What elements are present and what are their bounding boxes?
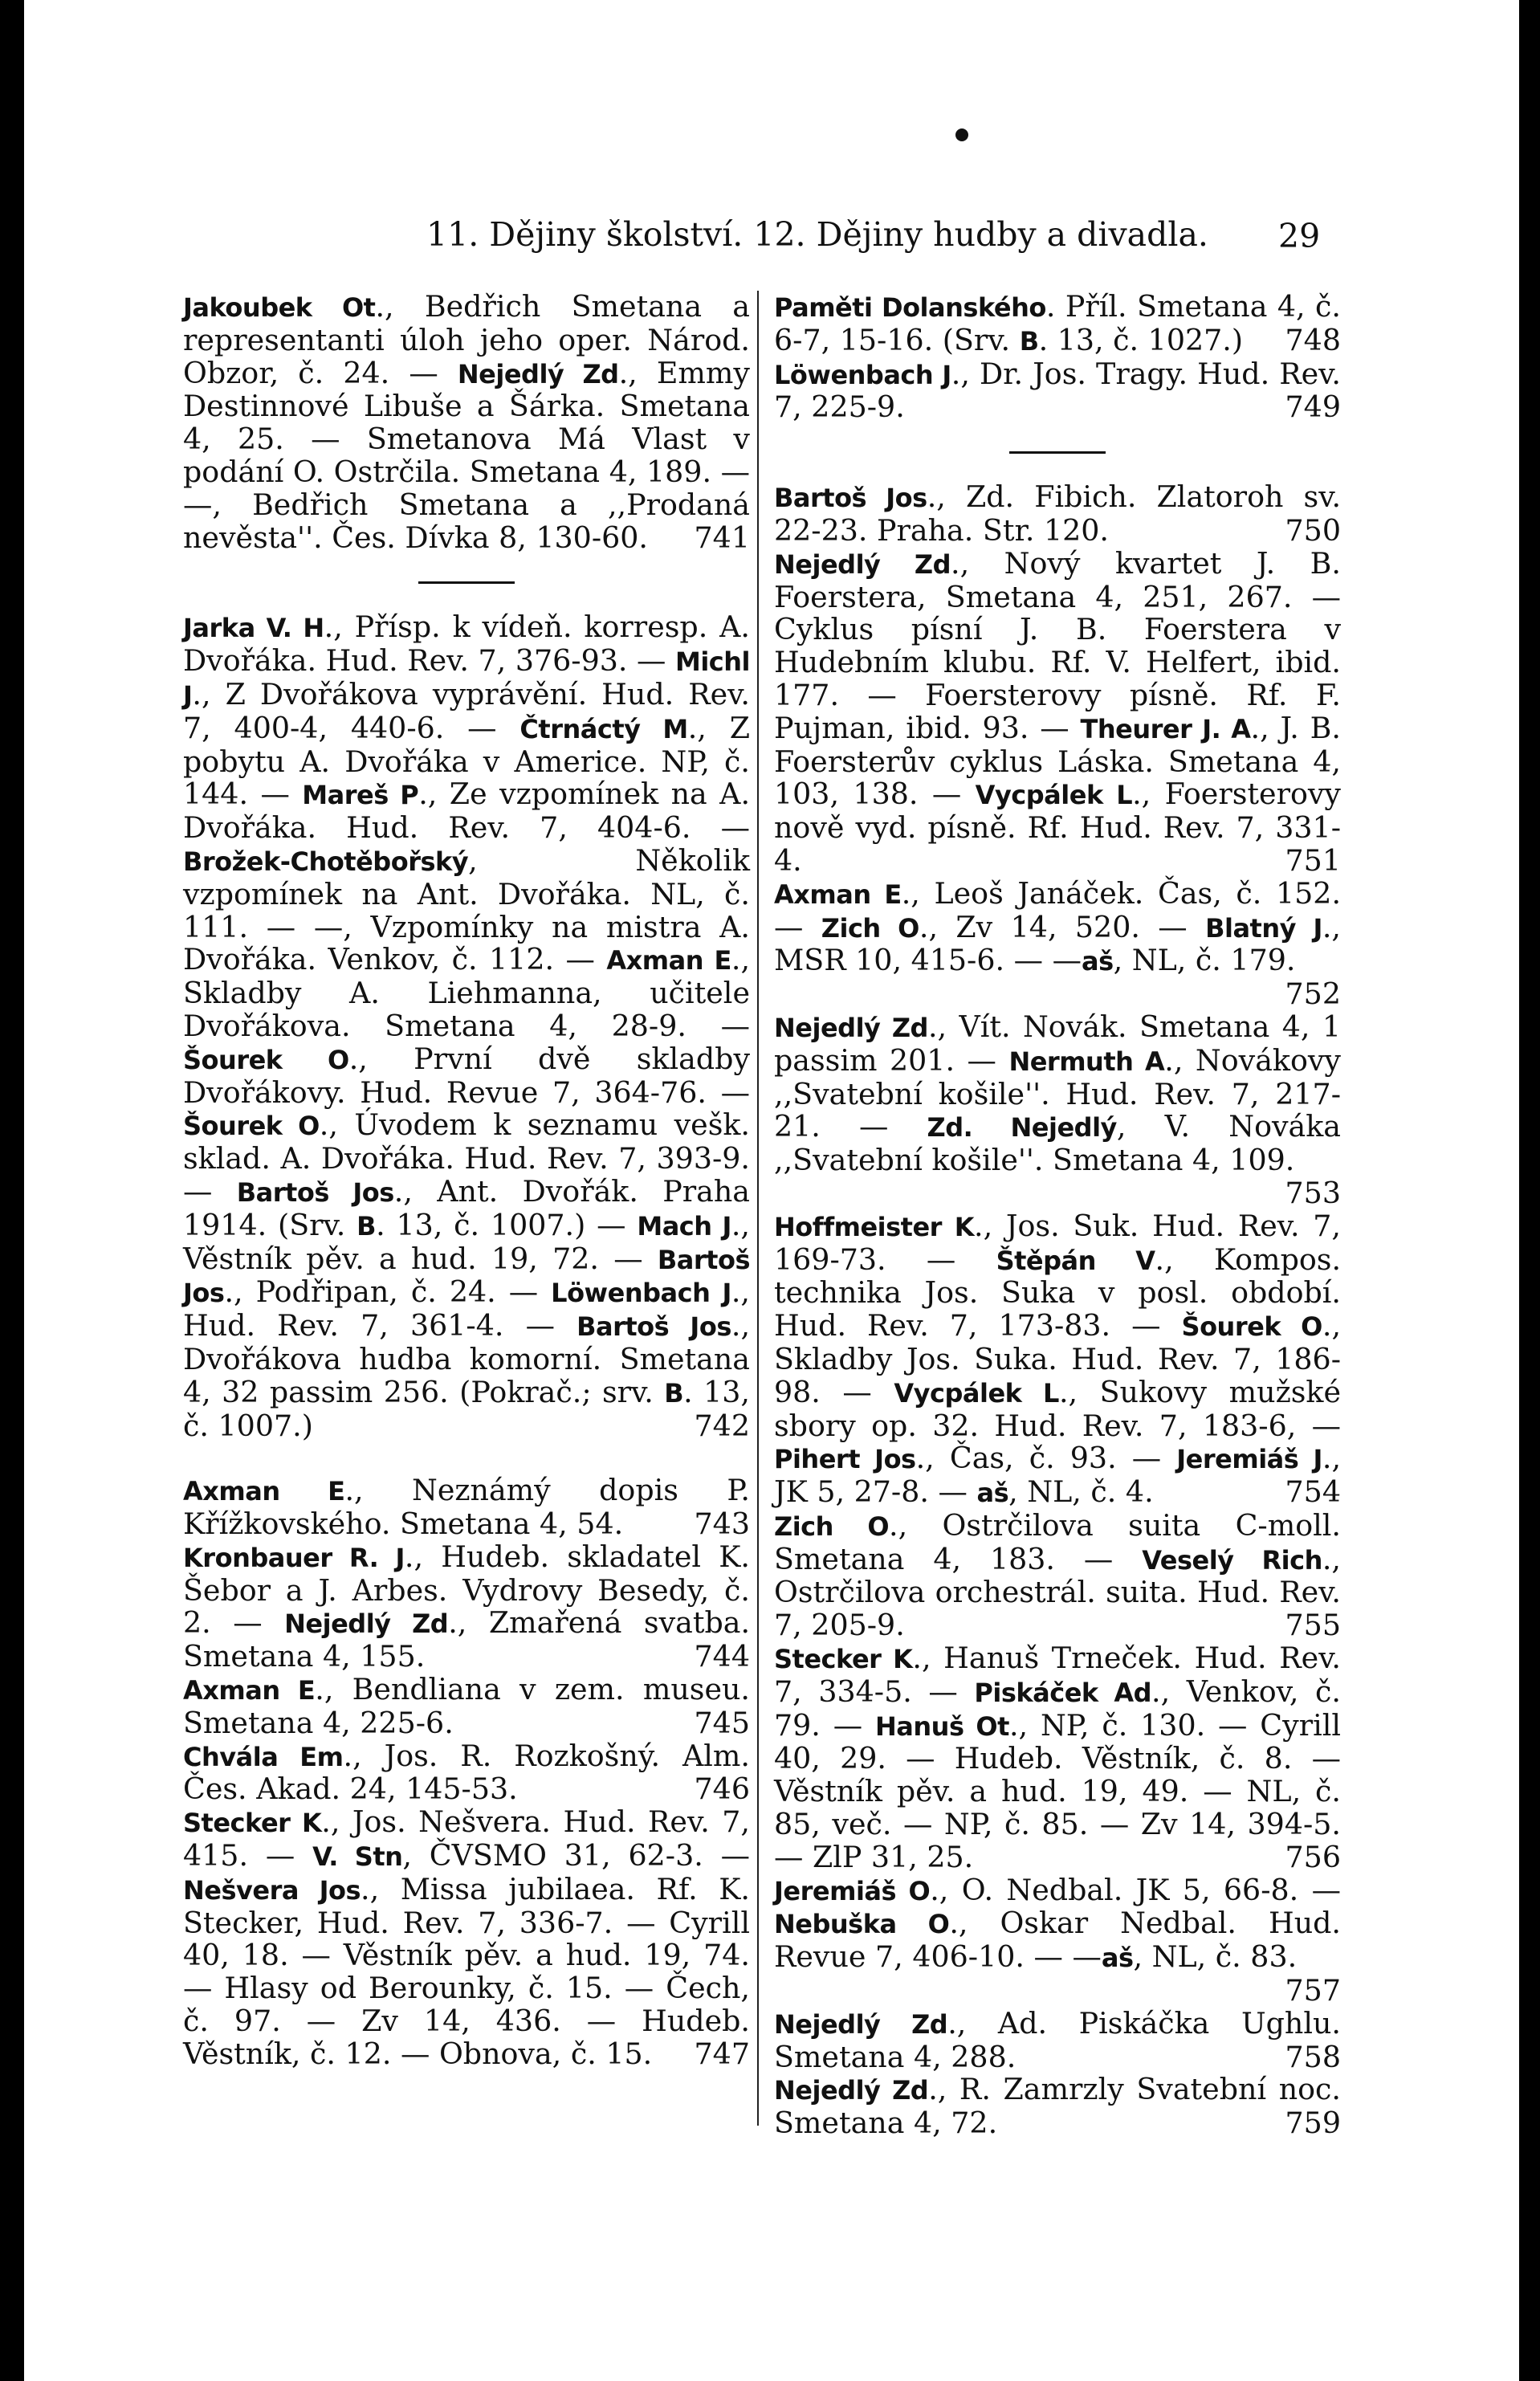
bibliography-entry: [183, 1674, 750, 1740]
entry-text: ., Dr. Jos. Tragy. Hud. Rev. 7, 225-9.: [774, 356, 1341, 425]
entry-text: ., Jos. Suk. Hud. Rev. 7, 169-73. —: [774, 1208, 1341, 1277]
bibliography-entry: [774, 545, 1341, 878]
bibliography-entry: [774, 481, 1341, 548]
entry-number: 751: [1285, 842, 1341, 878]
entry-text: ., Přísp. k vídeň. korresp. A. Dvořáka. Hud. Rev. 7, 376-93. —: [183, 610, 750, 679]
author-name: Zich O: [821, 912, 919, 944]
entry-text: ., Zd. Fibich. Zlatoroh sv. 22-23. Praha. Str. 120.: [774, 479, 1342, 548]
entry-number: 752: [1285, 976, 1341, 1012]
entry-text: ., Ad. Piskáčka Ughlu. Smetana 4, 288.: [774, 2005, 1342, 2074]
entry-number: 759: [1285, 2106, 1341, 2141]
bibliography-entry: [774, 1210, 1341, 1510]
entry-text: ., Kompos. technika Jos. Suka v posl. období. Hud. Rev. 7, 173-83. —: [774, 1241, 1342, 1343]
bibliography-entry: [183, 1740, 750, 1807]
author-name: Zich O: [774, 1511, 890, 1542]
entry-text: ., Čas, č. 93. —: [915, 1441, 1177, 1476]
author-name: Vycpálek L: [894, 1377, 1059, 1409]
author-name: Stecker K: [774, 1644, 913, 1675]
entry-text: ., Z pobytu A. Dvořáka v Americe. NP, č. 144. —: [183, 710, 750, 812]
entry-number: 749: [1285, 389, 1341, 425]
entry-text: , ČVSMO 31, 62-3. —: [402, 1838, 751, 1873]
author-name: Axman E: [183, 1476, 345, 1507]
author-name: Nebuška O: [774, 1909, 950, 1940]
entry-text: ., Bendliana v zem. museu. Smetana 4, 225-6.: [183, 1672, 750, 1740]
entry-number: 754: [1285, 1474, 1341, 1510]
author-name: V. Stn: [312, 1841, 403, 1873]
entry-text: ., Skladby A. Liehmanna, učitele Dvořákova. Smetana 4, 28-9. —: [183, 942, 751, 1043]
entry-number: 755: [1285, 1608, 1341, 1643]
section-gap: [183, 1442, 750, 1474]
entry-text: ., Ze vzpomínek na A. Dvořáka. Hud. Rev. 7, 404-6. —: [183, 777, 751, 846]
author-name: Mareš P: [302, 780, 419, 811]
author-name: Veselý Rich: [1142, 1544, 1322, 1576]
entry-text: ., Ostrčilova suita C-moll. Smetana 4, 183. —: [774, 1507, 1341, 1576]
author-name: Bartoš Jos: [236, 1176, 394, 1208]
entry-number: 744: [694, 1639, 750, 1674]
entry-text: ., Jos. R. Rozkošný. Alm. Čes. Akad. 24, 145-53.: [183, 1738, 751, 1807]
entry-number: 742: [694, 1408, 750, 1443]
entry-text: ., Venkov, č. 79. —: [774, 1674, 1341, 1743]
entry-text: . 13, č. 1007.) —: [376, 1207, 638, 1242]
author-name: Šourek O: [183, 1111, 320, 1142]
bibliography-entry: [774, 1874, 1341, 2008]
bibliography-entry: [183, 1541, 750, 1674]
author-name: Jeremiáš O: [774, 1875, 931, 1906]
entry-text: ., Hud. Rev. 7, 361-4. —: [183, 1274, 750, 1343]
author-name: Jarka V. H: [183, 613, 324, 644]
page-number: 29: [1278, 217, 1321, 255]
entry-text: ., MSR 10, 415-6. — —: [774, 909, 1341, 978]
author-name: Vycpálek L: [975, 780, 1133, 811]
entry-text: ., Dvořákova hudba komorní. Smetana 4, 32 passim 256. (Pokrač.; srv.: [183, 1308, 751, 1409]
entry-text: ., Bedřich Smetana a representanti úloh jeho oper. Národ. Obzor, č. 24. —: [183, 289, 751, 390]
author-name: Jakoubek Ot: [183, 292, 376, 323]
entry-text: ., Hanuš Trneček. Hud. Rev. 7, 334-5. —: [774, 1641, 1341, 1709]
author-name: Nejedlý Zd: [457, 358, 619, 389]
author-name: Bartoš Jos: [183, 1244, 750, 1309]
author-name: Chvála Em: [183, 1741, 344, 1772]
entry-text: ., Hudeb. skladatel K. Šebor a J. Arbes. Vydrovy Besedy, č. 2. —: [183, 1539, 750, 1641]
entry-text: ., Foersterovy nově vyd. písně. Rf. Hud. Rev. 7, 331-4.: [774, 777, 1341, 878]
entry-text: ., Z Dvořákova vyprávění. Hud. Rev. 7, 400-4, 440-6. —: [183, 676, 750, 745]
author-name: Šourek O: [183, 1044, 349, 1075]
entry-text: , NL, č. 83.: [1133, 1939, 1298, 1975]
author-name: Nejedlý Zd: [284, 1608, 449, 1640]
entry-text: ., Missa jubilaea. Rf. K. Stecker, Hud. Rev. 7, 336-7. — Cyrill 40, 18. — Věstník pěv. a hud. 19, 74. — Hlasy od Berounky, č. 15. — Čech, č. 97. — Zv 14, 436. — Hudeb. Věstník, č. 12. — Obnova, č. 15.: [183, 1871, 750, 2071]
entry-text: ., Sukovy mužské sbory op. 32. Hud. Rev. 7, 183-6, —: [774, 1374, 1341, 1443]
entry-text: , NL, č. 4.: [1008, 1474, 1154, 1510]
bibliography-entry: [183, 1806, 750, 2070]
entry-text: ., JK 5, 27-8. —: [774, 1441, 1342, 1510]
author-name: Hoffmeister K: [774, 1211, 975, 1242]
author-name: B: [664, 1377, 684, 1409]
entry-text: ., Emmy Destinnové Libuše a Šárka. Smetana 4, 25. — Smetanova Má Vlast v podání O. Ostrčila. Smetana 4, 189. — —, Bedřich Smetana a ,,Prodaná nevěsta''. Čes. Dívka 8, 130-60.: [183, 355, 750, 555]
entry-text: ., Nový kvartet J. B. Foerstera, Smetana 4, 251, 267. — Cyklus písní J. B. Foerstera v Hudebním klubu. Rf. V. Helfert, ibid. 177. — Foersterovy písně. Rf. F. Pujman, ibid. 93. —: [774, 545, 1341, 745]
entry-number: 743: [694, 1506, 750, 1542]
author-name: Kronbauer R. J: [183, 1542, 405, 1573]
author-name: B: [356, 1210, 377, 1241]
author-name: Stecker K: [183, 1808, 322, 1839]
author-name: Čtrnáctý M: [519, 713, 688, 744]
entry-number: 747: [694, 2036, 750, 2071]
author-name: B: [1019, 325, 1039, 357]
author-name: Axman E: [183, 1675, 316, 1706]
author-name: Pihert Jos: [774, 1444, 916, 1475]
author-name: Nejedlý Zd: [774, 548, 951, 580]
entry-text: ., O. Nedbal. JK 5, 66-8. —: [930, 1872, 1342, 1907]
entry-text: . Příl. Smetana 4, č. 6-7, 15-16. (Srv.: [774, 289, 1341, 357]
page-header-title: 11. Dějiny školství. 12. Dějiny hudby a divadla.: [426, 215, 1208, 254]
author-name: Štěpán V: [996, 1245, 1155, 1276]
bibliography-entry: [774, 1011, 1341, 1210]
author-name: aš: [976, 1478, 1009, 1509]
author-name: Piskáček Ad: [974, 1677, 1152, 1708]
author-name: Nejedlý Zd: [774, 2008, 948, 2040]
bibliography-entry: [774, 2005, 1342, 2074]
entry-text: , Několik vzpomínek na Ant. Dvořáka. NL, č. 111. — —, Vzpomínky na mistra A. Dvořáka. Venkov, č. 112. —: [183, 842, 750, 977]
author-name: Hanuš Ot: [875, 1710, 1009, 1742]
entry-text: ., Úvodem k seznamu vešk. sklad. A. Dvořáka. Hud. Rev. 7, 393-9. —: [183, 1107, 750, 1209]
page: [24, 0, 1519, 2381]
author-name: Nejedlý Zd: [774, 1012, 928, 1043]
author-name: Michl J: [183, 646, 751, 711]
author-name: Nejedlý Zd: [774, 2075, 929, 2106]
entry-text: , NL, č. 179.: [1113, 943, 1296, 978]
author-name: Blatný J: [1205, 912, 1322, 944]
section-separator: [418, 581, 515, 584]
bibliography-entry: [183, 291, 750, 554]
author-name: Paměti Dolanského: [774, 292, 1046, 323]
entry-number: 756: [1285, 1839, 1341, 1874]
entry-text: , V. Nováka ,,Svatební košile''. Smetana 4, 109.: [774, 1109, 1341, 1178]
author-name: Löwenbach J: [774, 359, 951, 390]
author-name: aš: [1101, 1943, 1134, 1974]
entry-text: ., Věstník pěv. a hud. 19, 72. —: [183, 1207, 750, 1276]
entry-number: 745: [694, 1705, 750, 1740]
entry-text: ., Leoš Janáček. Čas, č. 152. —: [774, 875, 1342, 944]
bibliography-entry: [774, 291, 1341, 358]
entry-text: ., J. B. Foersterův cyklus Láska. Smetana 4, 103, 138. —: [774, 710, 1341, 812]
entry-text: ., Novákovy ,,Svatební košile''. Hud. Rev. 7, 217-21. —: [774, 1042, 1341, 1144]
entry-text: ., Ant. Dvořák. Praha 1914. (Srv.: [183, 1173, 751, 1242]
right-column: [774, 291, 1341, 2140]
bibliography-entry: [774, 1642, 1341, 1874]
entry-number: 741: [694, 520, 750, 555]
column-divider: [757, 291, 759, 2126]
bibliography-entry: [774, 875, 1342, 1012]
author-name: Jeremiáš J: [1176, 1444, 1322, 1475]
entry-number: 757: [1285, 1973, 1341, 2008]
bibliography-entry: [774, 2073, 1341, 2140]
author-name: Zd. Nejedlý: [927, 1112, 1117, 1144]
author-name: Bartoš Jos: [576, 1311, 731, 1343]
author-name: Axman E: [606, 945, 731, 976]
entry-text: ., NP, č. 130. — Cyrill 40, 29. — Hudeb. Věstník, č. 8. — Věstník pěv. a hud. 19, 49. — NL, č. 85, več. — NP, č. 85. — Zv 14, 394-5. — ZlP 31, 25.: [774, 1707, 1342, 1874]
entry-text: ., Zmařená svatba. Smetana 4, 155.: [183, 1605, 751, 1674]
author-name: Löwenbach J: [551, 1278, 731, 1309]
left-column: [183, 291, 750, 2071]
author-name: Axman E: [774, 879, 902, 910]
entry-text: ., Neznámý dopis P. Křížkovského. Smetana 4, 54.: [183, 1473, 751, 1542]
entry-text: ., R. Zamrzly Svatební noc. Smetana 4, 72.: [774, 2072, 1341, 2141]
entry-text: ., Skladby Jos. Suka. Hud. Rev. 7, 186-98. —: [774, 1308, 1342, 1409]
entry-text: ., Ostrčilova orchestrál. suita. Hud. Rev. 7, 205-9.: [774, 1541, 1341, 1643]
entry-text: ., Jos. Nešvera. Hud. Rev. 7, 415. —: [183, 1804, 750, 1873]
author-name: Nešvera Jos: [183, 1874, 361, 1906]
author-name: Theurer J. A: [1080, 713, 1251, 744]
entry-number: 748: [1285, 322, 1341, 357]
bibliography-entry: [774, 358, 1341, 425]
entry-number: 750: [1285, 512, 1341, 548]
entry-text: ., Zv 14, 520. —: [919, 909, 1206, 944]
entry-number: 746: [694, 1771, 750, 1807]
author-name: Bartoš Jos: [774, 483, 927, 514]
author-name: Mach J: [637, 1210, 731, 1241]
entry-text: ., Oskar Nedbal. Hud. Revue 7, 406-10. — —: [774, 1906, 1341, 1975]
entry-text: ., Podřipan, č. 24. —: [224, 1274, 552, 1310]
author-name: Šourek O: [1181, 1311, 1322, 1343]
entry-text: ., První dvě skladby Dvořákovy. Hud. Revue 7, 364-76. —: [183, 1041, 750, 1110]
bibliography-entry: [183, 1474, 750, 1541]
entry-text: . 13, č. 1027.): [1038, 322, 1244, 357]
entry-text: . 13, č. 1007.): [183, 1374, 750, 1443]
bibliography-entry: [774, 1507, 1341, 1643]
author-name: Nermuth A: [1008, 1046, 1165, 1077]
entry-number: 758: [1285, 2039, 1341, 2074]
entry-text: ., Vít. Novák. Smetana 4, 1 passim 201. —: [774, 1009, 1341, 1078]
entry-number: 753: [1285, 1175, 1341, 1210]
author-name: aš: [1082, 946, 1114, 977]
ink-dot: [955, 128, 968, 141]
section-separator: [1009, 451, 1106, 454]
bibliography-entry: [183, 611, 750, 1442]
author-name: Brožek-Chotěbořský: [183, 846, 469, 877]
